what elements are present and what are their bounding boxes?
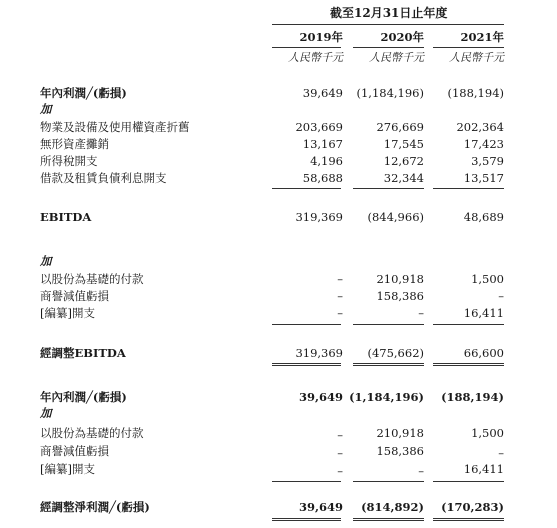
cell: 16,411	[463, 306, 504, 320]
cell: –	[337, 306, 343, 320]
subtotal-line	[433, 324, 504, 325]
cell: 39,649	[298, 500, 343, 514]
cell: 4,196	[310, 154, 343, 168]
cell: 210,918	[376, 272, 424, 286]
cell: 13,517	[463, 171, 504, 185]
year-underline-2	[353, 47, 424, 48]
cell: –	[418, 306, 424, 320]
total-double-line	[353, 518, 424, 521]
unit-label-2019: 人民幣千元	[288, 51, 343, 64]
year-underline-3	[433, 47, 504, 48]
subtotal-line	[353, 324, 424, 325]
total-double-line	[433, 363, 504, 366]
cell: 12,672	[383, 154, 424, 168]
cell: 202,364	[456, 120, 504, 134]
row-label-amortisation: 無形資產攤銷	[40, 137, 109, 151]
cell: (814,892)	[361, 500, 424, 514]
period-underline	[272, 24, 504, 25]
cell: 13,167	[302, 137, 343, 151]
row-label-depreciation: 物業及設備及使用權資產折舊	[40, 120, 190, 134]
cell: 3,579	[471, 154, 504, 168]
cell: (475,662)	[367, 346, 424, 360]
row-label-share-based-2: 以股份為基礎的付款	[40, 426, 144, 440]
cell: (188,194)	[441, 390, 504, 404]
year-2020-header: 2020年	[380, 30, 424, 44]
row-label-goodwill-2: 商譽減值虧損	[40, 444, 109, 458]
cell: 276,669	[376, 120, 424, 134]
total-double-line	[433, 518, 504, 521]
cell: 1,500	[471, 426, 504, 440]
cell: 66,600	[463, 346, 504, 360]
subtotal-line	[353, 481, 424, 482]
cell: 48,689	[463, 210, 504, 224]
unit-label-2020: 人民幣千元	[369, 51, 424, 64]
period-header: 截至12月31日止年度	[330, 6, 448, 20]
cell: 39,649	[302, 86, 343, 100]
cell: (1,184,196)	[356, 86, 424, 100]
year-2019-header: 2019年	[299, 30, 343, 44]
row-label-profit-loss: 年內利潤╱(虧損)	[40, 86, 127, 100]
cell: (844,966)	[367, 210, 424, 224]
cell: 39,649	[298, 390, 343, 404]
year-2021-header: 2021年	[460, 30, 504, 44]
row-label-ebitda: EBITDA	[40, 210, 92, 224]
cell: 158,386	[376, 444, 424, 458]
add-label: 加	[40, 102, 52, 116]
add-label: 加	[40, 254, 52, 268]
cell: –	[498, 446, 504, 460]
row-label-goodwill: 商譽減值虧損	[40, 289, 109, 303]
total-double-line	[272, 518, 341, 521]
total-double-line	[353, 363, 424, 366]
cell: –	[337, 464, 343, 478]
cell: 58,688	[302, 171, 343, 185]
row-label-income-tax: 所得稅開支	[40, 154, 98, 168]
subtotal-line	[433, 188, 504, 189]
cell: 210,918	[376, 426, 424, 440]
cell: 319,369	[295, 210, 343, 224]
row-label-redacted-expenses: [編纂]開支	[40, 306, 95, 320]
row-label-share-based: 以股份為基礎的付款	[40, 272, 144, 286]
cell: 158,386	[376, 289, 424, 303]
row-label-adjusted-net-profit: 經調整淨利潤╱(虧損)	[40, 500, 150, 514]
year-underline-1	[272, 47, 341, 48]
row-label-interest: 借款及租賃負債利息開支	[40, 171, 167, 185]
subtotal-line	[272, 188, 341, 189]
row-label-adjusted-ebitda: 經調整EBITDA	[40, 346, 126, 360]
cell: (170,283)	[441, 500, 504, 514]
cell: 17,545	[383, 137, 424, 151]
cell: 203,669	[295, 120, 343, 134]
unit-label-2021: 人民幣千元	[449, 51, 504, 64]
row-label-redacted-expenses-2: [編纂]開支	[40, 462, 95, 476]
total-double-line	[272, 363, 341, 366]
subtotal-line	[272, 324, 341, 325]
cell: –	[337, 428, 343, 442]
cell: (188,194)	[447, 86, 504, 100]
cell: 17,423	[463, 137, 504, 151]
cell: –	[337, 272, 343, 286]
cell: –	[498, 289, 504, 303]
cell: –	[337, 446, 343, 460]
subtotal-line	[353, 188, 424, 189]
cell: –	[418, 464, 424, 478]
cell: 16,411	[463, 462, 504, 476]
cell: 1,500	[471, 272, 504, 286]
add-label: 加	[40, 406, 52, 420]
cell: (1,184,196)	[349, 390, 424, 404]
row-label-profit-loss-2: 年內利潤╱(虧損)	[40, 390, 127, 404]
subtotal-line	[272, 481, 341, 482]
cell: 319,369	[295, 346, 343, 360]
subtotal-line	[433, 481, 504, 482]
cell: 32,344	[383, 171, 424, 185]
cell: –	[337, 289, 343, 303]
